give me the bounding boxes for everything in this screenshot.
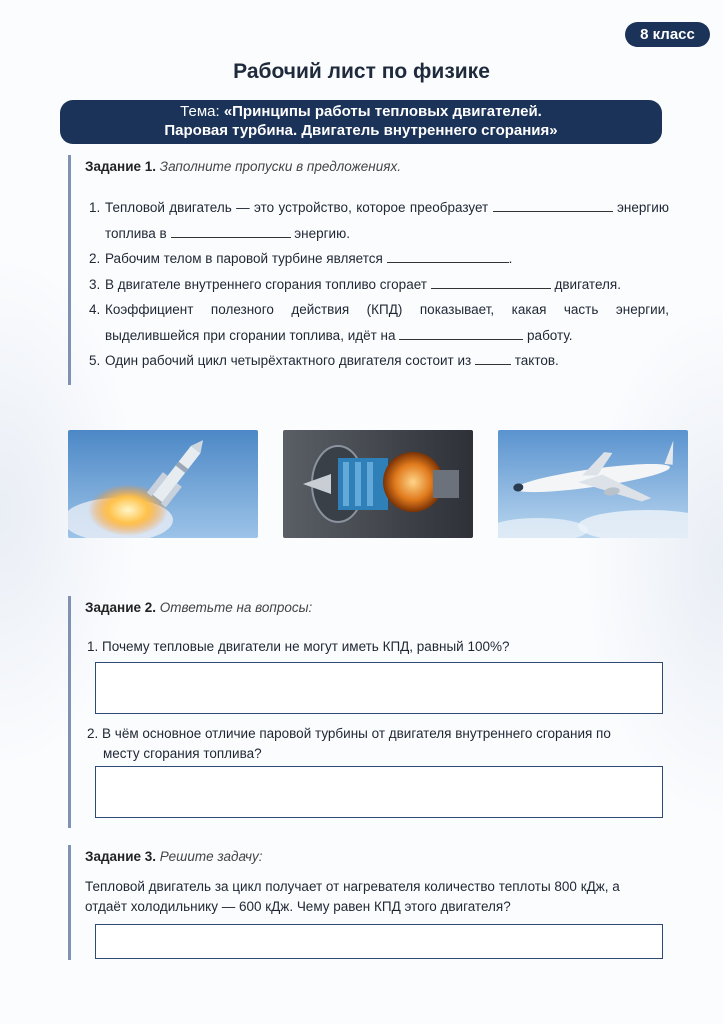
item-text: Коэффициент полезного действия (КПД) показывает, какая часть энергии, выделившейся при сгорании топлива, идёт на (105, 302, 669, 343)
rocket-launch-photo (68, 430, 258, 538)
task1-heading (85, 159, 401, 174)
item-text: . (508, 251, 513, 266)
task1-list (89, 195, 669, 374)
fill-blank[interactable] (387, 249, 509, 263)
item-text: В двигателе внутреннего сгорания топливо сгорает (105, 276, 427, 292)
topic-title-part2: Паровая турбина. Двигатель внутреннего сгорания» (164, 122, 558, 139)
item-number: 2. (89, 251, 101, 266)
task2-instruction: Ответьте на вопросы: (159, 600, 313, 615)
task3-label: Задание 3. (85, 849, 157, 864)
fill-blank[interactable] (493, 198, 613, 212)
task1-item-2 (89, 246, 669, 272)
task1-item-5 (89, 348, 669, 374)
task1-instruction: Заполните пропуски в предложениях. (159, 159, 401, 174)
task2-question-2 (87, 724, 667, 764)
task1-item-3 (89, 272, 669, 298)
topic-title-part1: «Принципы работы тепловых двигателей. (223, 103, 542, 120)
task2-answer-2-box[interactable] (95, 766, 663, 818)
item-text: тактов. (514, 353, 559, 368)
problem-line-1: Тепловой двигатель за цикл получает от нагревателя количество теплоты 800 кДж, а (85, 879, 620, 894)
topic-line-1 (60, 102, 662, 121)
question-text: Почему тепловые двигатели не могут иметь КПД, равный 100%? (102, 639, 510, 654)
grade-badge: 8 класс (625, 22, 710, 47)
fill-blank[interactable] (475, 351, 511, 365)
question-number: 1. (87, 639, 99, 654)
topic-prefix: Тема: (180, 103, 224, 120)
question-number: 2. (87, 726, 99, 741)
item-text: Тепловой двигатель — это устройство, которое преобразует (105, 200, 489, 215)
item-text: Один рабочий цикл четырёхтактного двигателя состоит из (105, 353, 472, 368)
item-text: работу. (527, 327, 573, 343)
task3-instruction: Решите задачу: (159, 849, 263, 864)
task2-question-1 (87, 637, 667, 657)
task2-label: Задание 2. (85, 600, 157, 615)
task3-heading (85, 849, 263, 864)
item-text: энергию. (294, 225, 350, 241)
fill-blank[interactable] (399, 326, 523, 340)
task1-label: Задание 1. (85, 159, 157, 174)
question-line-1 (87, 724, 667, 744)
task1-section (68, 155, 671, 385)
topic-banner (60, 100, 662, 144)
problem-line-2: отдаёт холодильнику — 600 кДж. Чему равен КПД этого двигателя? (85, 899, 511, 914)
topic-line-2 (60, 121, 662, 140)
item-number: 1. (89, 200, 101, 215)
task3-problem (85, 877, 670, 917)
fill-blank[interactable] (431, 275, 551, 289)
question-line-2: месту сгорания топлива? (103, 746, 262, 761)
item-text: Рабочим телом в паровой турбине является (105, 251, 383, 266)
jet-engine-cutaway-photo (283, 430, 473, 538)
item-number: 4. (89, 302, 101, 317)
fill-blank[interactable] (171, 224, 291, 238)
task2-heading (85, 600, 312, 615)
airplane-in-flight-photo (498, 430, 688, 538)
illustrations-row (68, 430, 688, 538)
page-title: Рабочий лист по физике (233, 60, 490, 83)
task1-item-1 (89, 195, 669, 246)
item-number: 5. (89, 353, 101, 368)
task2-answer-1-box[interactable] (95, 662, 663, 714)
item-text: энергию топлива в (105, 200, 669, 241)
item-text: двигателя. (554, 276, 621, 292)
question-text: В чём основное отличие паровой турбины от двигателя внутреннего сгорания по (102, 726, 611, 741)
task3-answer-box[interactable] (95, 924, 663, 959)
task1-item-4 (89, 297, 669, 348)
item-number: 3. (89, 276, 101, 292)
